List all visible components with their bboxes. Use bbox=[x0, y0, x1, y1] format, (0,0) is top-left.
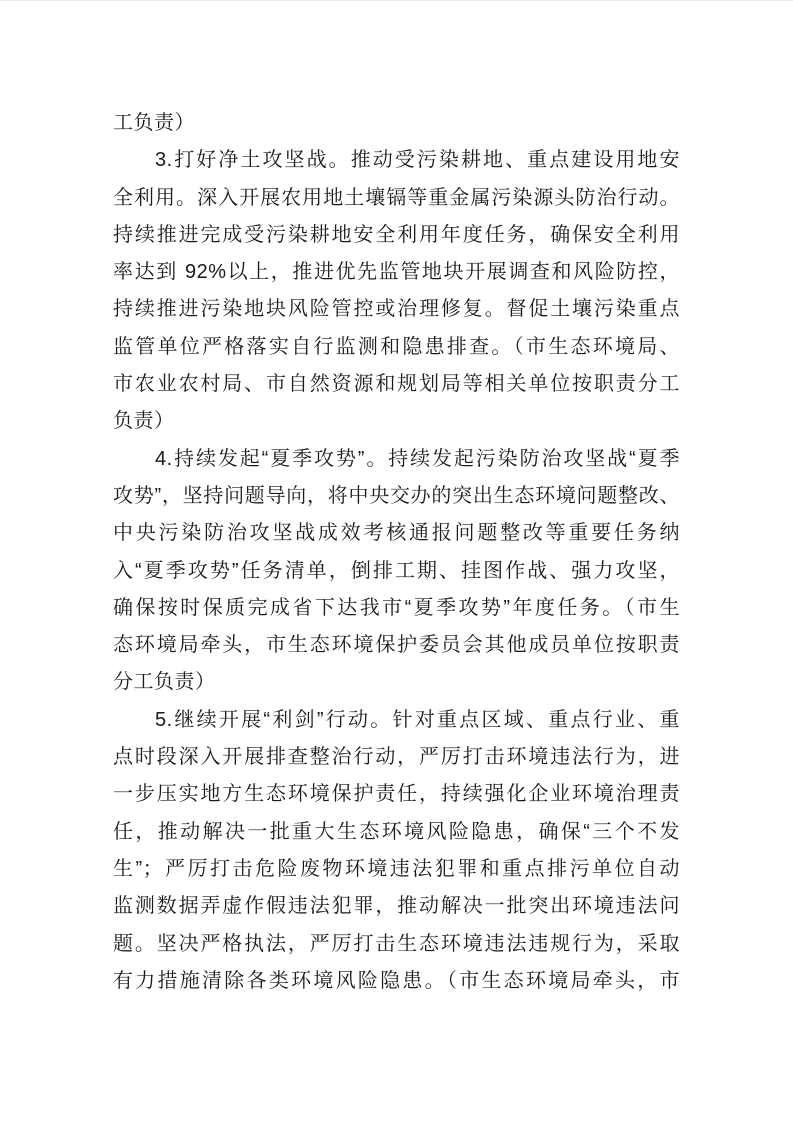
document-text-line: 3.打好净土攻坚战。推动受污染耕地、重点建设用地安 bbox=[155, 149, 680, 172]
document-text-line: 监管单位严格落实自行监测和隐患排查。（市生态环境局、 bbox=[113, 335, 680, 358]
document-text-line: 分工负责） bbox=[113, 671, 216, 694]
document-text-line: 态环境局牵头，市生态环境保护委员会其他成员单位按职责 bbox=[113, 634, 680, 657]
document-text-line: 4.持续发起“夏季攻势”。持续发起污染防治攻坚战“夏季 bbox=[155, 447, 680, 470]
document-text-line: 率达到 92%以上，推进优先监管地块开展调查和风险防控， bbox=[113, 261, 680, 284]
document-text-line: 点时段深入开展排查整治行动，严厉打击环境违法行为，进 bbox=[113, 746, 680, 769]
document-text-line: 题。坚决严格执法，严厉打击生态环境违法违规行为，采取 bbox=[113, 932, 680, 955]
document-text-block bbox=[113, 105, 680, 1000]
document-text-line: 持续推进完成受污染耕地安全利用年度任务，确保安全利用 bbox=[113, 223, 680, 246]
document-text-line: 任，推动解决一批重大生态环境风险隐患，确保“三个不发 bbox=[113, 820, 680, 843]
document-text-line: 有力措施清除各类环境风险隐患。（市生态环境局牵头，市 bbox=[113, 969, 680, 992]
document-text-line: 负责） bbox=[113, 410, 175, 433]
document-text-line: 生”；严厉打击危险废物环境违法犯罪和重点排污单位自动 bbox=[113, 857, 680, 880]
document-text-line: 确保按时保质完成省下达我市“夏季攻势”年度任务。（市生 bbox=[113, 596, 680, 619]
document-text-line: 5.继续开展“利剑”行动。针对重点区域、重点行业、重 bbox=[155, 708, 680, 731]
document-text-line: 监测数据弄虚作假违法犯罪，推动解决一批突出环境违法问 bbox=[113, 895, 680, 918]
document-text-line: 攻势”，坚持问题导向，将中央交办的突出生态环境问题整改、 bbox=[113, 484, 680, 507]
document-text-line: 全利用。深入开展农用地土壤镉等重金属污染源头防治行动。 bbox=[113, 186, 680, 209]
document-text-line: 中央污染防治攻坚战成效考核通报问题整改等重要任务纳 bbox=[113, 522, 680, 545]
document-text-line: 持续推进污染地块风险管控或治理修复。督促土壤污染重点 bbox=[113, 298, 680, 321]
document-text-line: 工负责） bbox=[113, 112, 195, 134]
document-text-line: 一步压实地方生态环境保护责任，持续强化企业环境治理责 bbox=[113, 783, 680, 806]
document-text-line: 入“夏季攻势”任务清单，倒排工期、挂图作战、强力攻坚， bbox=[113, 559, 680, 582]
document-text-line: 市农业农村局、市自然资源和规划局等相关单位按职责分工 bbox=[113, 373, 680, 396]
